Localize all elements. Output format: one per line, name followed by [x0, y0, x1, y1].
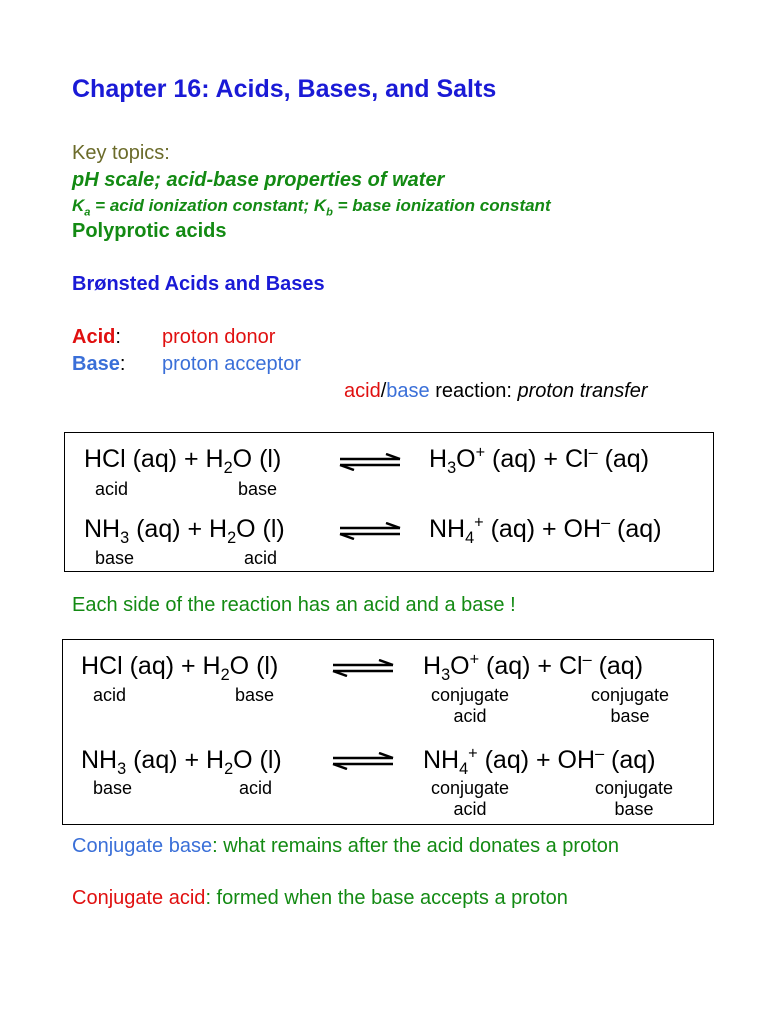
eq4-reactants: $NH_3$ $(aq) + H_2O$ (l) [81, 746, 282, 778]
eq3-conjugate-acid-label: conjugate acid [430, 685, 510, 726]
eq2-acid-label: acid [244, 548, 278, 568]
eq3-base-label: base [235, 685, 275, 705]
eq2-base-label: base [95, 548, 135, 568]
eq1-base-label: base [238, 479, 278, 499]
topic-polyprotic: Polyprotic acids [72, 220, 227, 242]
eq3-acid-label: acid [93, 685, 127, 705]
conjugate-base-definition: Conjugate base: what remains after the acid donates a proton [72, 835, 620, 857]
eq1-products: $H_3O^+$ (aq) + Cl– (aq) [429, 443, 650, 477]
eq4-conjugate-base-label: conjugate base [594, 778, 674, 819]
acid-term: Acid: [72, 326, 121, 348]
reaction-box-2 [62, 639, 714, 825]
reaction-description: acid/base reaction: proton transfer [344, 380, 648, 402]
eq2-products: $NH_4^+$ (aq) + OH– (aq) [429, 513, 662, 547]
eq2-reactants: $NH_3$ $(aq) + H_2O$ (l) [84, 515, 285, 547]
reaction-note: Each side of the reaction has an acid and a base ! [72, 594, 516, 616]
eq3-reactants: HCl $(aq) + H_2O$ (l) [81, 652, 279, 684]
eq4-base-label: base [93, 778, 133, 798]
eq4-products: $NH_4^+$ (aq) + OH– (aq) [423, 744, 656, 778]
equilibrium-arrow-icon [338, 453, 402, 471]
topic-ph-scale: pH scale; acid-base properties of water [72, 169, 445, 191]
topic-ionization-constants: $K_a$ = acid ionization constant; $K_b$ = base ionization constant [72, 196, 551, 219]
equilibrium-arrow-icon [338, 522, 402, 540]
eq4-acid-label: acid [239, 778, 273, 798]
page-title: Chapter 16: Acids, Bases, and Salts [72, 75, 497, 103]
eq1-reactants: HCl $(aq) + H_2O$ (l) [84, 445, 282, 477]
equilibrium-arrow-icon [331, 752, 395, 770]
base-term: Base: [72, 353, 126, 375]
base-definition: proton acceptor [162, 353, 301, 375]
conjugate-acid-definition: Conjugate acid: formed when the base accepts a proton [72, 887, 568, 909]
key-topics-label: Key topics: [72, 142, 170, 164]
reaction-box-1 [64, 432, 714, 572]
equilibrium-arrow-icon [331, 659, 395, 677]
section-heading: Brønsted Acids and Bases [72, 273, 325, 295]
acid-definition: proton donor [162, 326, 276, 348]
eq3-conjugate-base-label: conjugate base [590, 685, 670, 726]
eq3-products: $H_3O^+$ (aq) + Cl– (aq) [423, 650, 644, 684]
eq4-conjugate-acid-label: conjugate acid [430, 778, 510, 819]
eq1-acid-label: acid [95, 479, 129, 499]
